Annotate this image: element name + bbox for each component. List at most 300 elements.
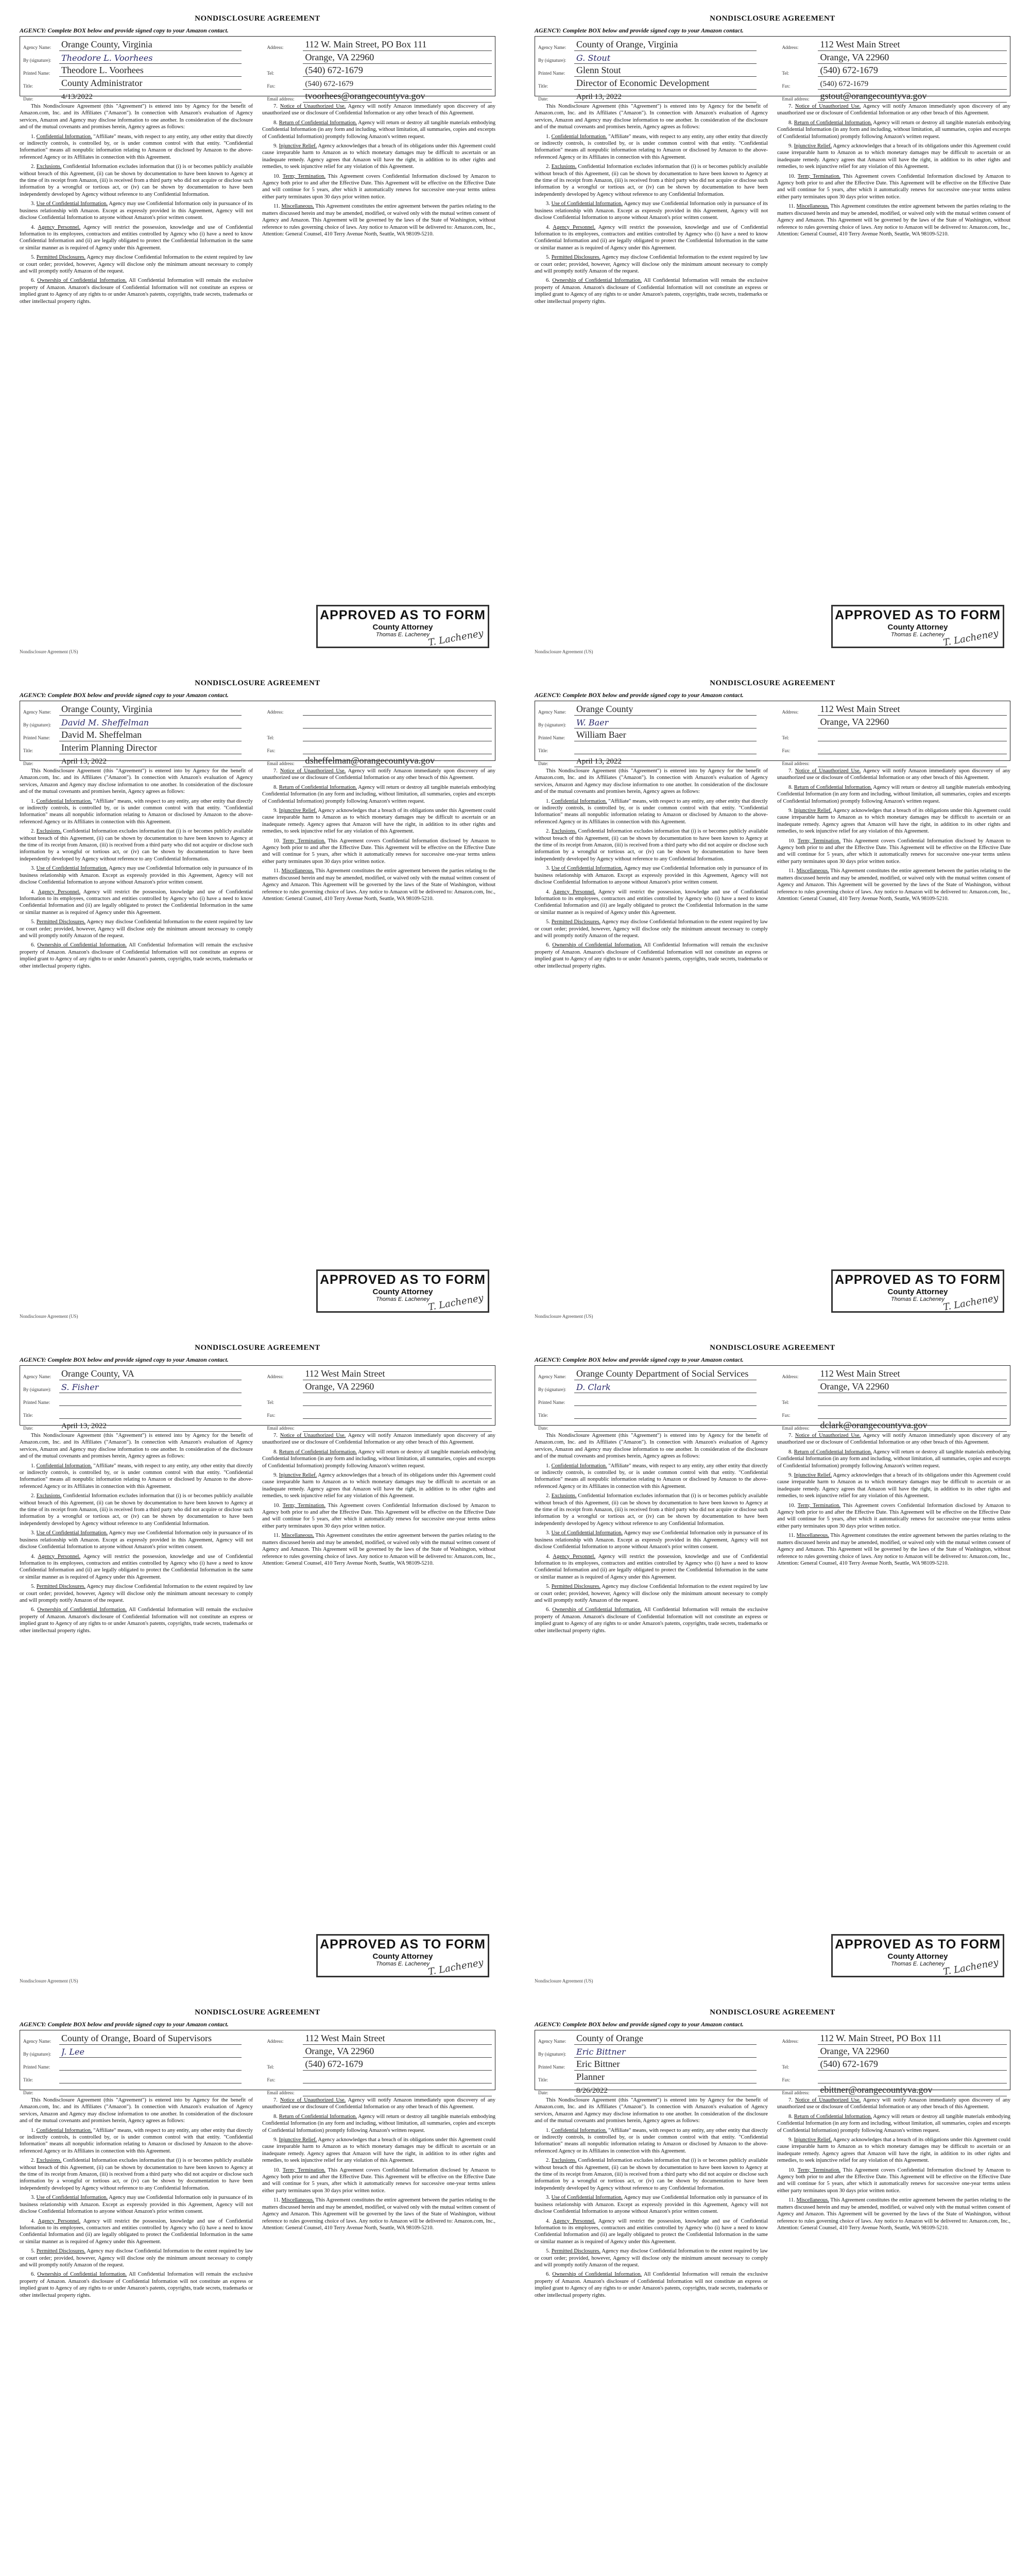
page-footer: Nondisclosure Agreement (US)	[535, 1978, 593, 1984]
agreement-section: 3. Use of Confidential Information. Agency may use Confidential Information only in pursuance of its business relationship with Amazon. Except as expressly provided in this Agreement, Agency will not disclose Confidential Information to anyone without Amazon's prior written consent.	[20, 866, 253, 886]
telephone-row: Tel: (540) 672-1679	[267, 2059, 492, 2071]
page-title: NONDISCLOSURE AGREEMENT	[710, 679, 835, 687]
agreement-intro: This Nondisclosure Agreement (this "Agreement") is entered into by Agency for the benefit of Amazon.com, Inc. and its Affiliates ("Amazon"). In connection with Amazon's evaluation of Agency services, Amazon and Agency may disclose information to one another. In consideration of the disclosure and of the mutual covenants and promises herein, Agency agrees as follows:	[535, 2097, 768, 2124]
agency-info-box	[535, 2030, 1010, 2095]
agency-contact-block	[267, 704, 492, 769]
email-row: Email address: gstout@orangecountyva.gov	[782, 91, 1007, 103]
agreement-section: 9. Injunctive Relief. Agency acknowledges that a breach of its obligations under this Agreement could cause irreparable harm to Amazon as to which monetary damages may be difficult to ascertain or an inadequate remedy. Agency agrees that Amazon will have the right, in addition to its other rights and remedies, to seek injunctive relief for any violation of this Agreement.	[777, 808, 1010, 835]
agreement-section: 1. Confidential Information. "Affiliate" means, with respect to any entity, any other entity that directly or indirectly controls, is controlled by, or is under common control with that entity. "Confidential Information" means all nonpublic information relating to Amazon or disclosed by Amazon to the above-referenced Agency or its Affiliates in connection with this Agreement.	[535, 798, 768, 825]
agreement-section: 6. Ownership of Confidential Information. All Confidential Information will remain the exclusive property of Amazon. Amazon's disclosure of Confidential Information will not constitute an express or implied grant to Agency of any rights to or under Amazon's patents, copyrights, trade secrets, trademarks or other intellectual property rights.	[20, 278, 253, 304]
agency-instruction: AGENCY: Complete BOX below and provide signed copy to your Amazon contact.	[20, 691, 229, 699]
agreement-section: 8. Return of Confidential Information. Agency will return or destroy all tangible materials embodying Confidential Information (in any form and including, without limitation, all summaries, copies and excerpts of Confidential Information) promptly following Amazon's written request.	[777, 784, 1010, 804]
agreement-section: 4. Agency Personnel. Agency will restrict the possession, knowledge and use of Confidential Information to its employees, contractors and entities controlled by Agency who (i) have a need to know Confidential Information and (ii) are legally obligated to protect the Confidential Information in the same or similar manner as is required of Agency under this Agreement.	[20, 1553, 253, 1580]
address-row-2	[267, 1382, 492, 1393]
approved-as-to-form-stamp: APPROVED AS TO FORM County Attorney Thomas E. Lacheney T. Lacheney	[831, 1269, 1004, 1313]
telephone-value: (540) 672-1679	[305, 2059, 363, 2069]
agreement-section: 10. Term; Termination. This Agreement covers Confidential Information disclosed by Amazon to Agency both prior to and after the Effective Date. This Agreement will be effective on the Effective Date and will continue for 5 years, after which it automatically renews for successive one-year terms unless either party terminates upon 30 days prior written notice.	[777, 838, 1010, 865]
email-value: dclark@orangecountyva.gov	[820, 1420, 928, 1430]
address-row-2	[782, 53, 1007, 64]
agency-name-value: Orange County, Virginia	[61, 704, 152, 714]
telephone-row: Tel: (540) 672-1679	[782, 2059, 1007, 2071]
agreement-section: 4. Agency Personnel. Agency will restrict the possession, knowledge and use of Confidential Information to its employees, contractors and entities controlled by Agency who (i) have a need to know Confidential Information and (ii) are legally obligated to protect the Confidential Information in the same or similar manner as is required of Agency under this Agreement.	[535, 889, 768, 916]
page-title: NONDISCLOSURE AGREEMENT	[195, 679, 320, 687]
email-row: Email address:	[267, 2085, 492, 2096]
agreement-column-left	[535, 2097, 768, 2576]
handwritten-signature: Eric Bittner	[576, 2047, 626, 2057]
nda-page-8	[520, 1999, 1025, 2576]
agreement-column-left	[20, 1432, 253, 1947]
date-value: April 13, 2022	[61, 757, 107, 766]
printed-name-value: Eric Bittner	[576, 2059, 620, 2069]
agreement-section: 3. Use of Confidential Information. Agency may use Confidential Information only in pursuance of its business relationship with Amazon. Except as expressly provided in this Agreement, Agency will not disclose Confidential Information to anyone without Amazon's prior written consent.	[535, 1530, 768, 1550]
agreement-section: 8. Return of Confidential Information. Agency will return or destroy all tangible materials embodying Confidential Information (in any form and including, without limitation, all summaries, copies and excerpts of Confidential Information) promptly following Amazon's written request.	[777, 120, 1010, 140]
handwritten-signature: David M. Sheffelman	[61, 718, 149, 727]
agreement-intro: This Nondisclosure Agreement (this "Agreement") is entered into by Agency for the benefit of Amazon.com, Inc. and its Affiliates ("Amazon"). In connection with Amazon's evaluation of Agency services, Amazon and Agency may disclose information to one another. In consideration of the disclosure and of the mutual covenants and promises herein, Agency agrees as follows:	[20, 104, 253, 130]
agreement-section: 6. Ownership of Confidential Information. All Confidential Information will remain the exclusive property of Amazon. Amazon's disclosure of Confidential Information will not constitute an express or implied grant to Agency of any rights to or under Amazon's patents, copyrights, trade secrets, trademarks or other intellectual property rights.	[535, 2272, 768, 2298]
agreement-column-right	[262, 103, 495, 618]
fax-row: Fax:	[782, 1408, 1007, 1419]
page-title: NONDISCLOSURE AGREEMENT	[710, 14, 835, 23]
printed-name-row: Printed Name: Theodore L. Voorhees	[23, 65, 242, 77]
title-row: Title:	[23, 2072, 242, 2083]
agreement-section: 2. Exclusions. Confidential Information excludes information that (i) is or becomes publicly available without breach of this Agreement, (ii) can be shown by documentation to have been known to Agency at the time of its receipt from Amazon, (iii) is received from a third party who did not acquire or disclose such information by a wrongful or tortious act, or (iv) can be shown by documentation to have been independently developed by Agency without reference to any Confidential Information.	[535, 164, 768, 197]
agreement-section: 11. Miscellaneous. This Agreement constitutes the entire agreement between the parties relating to the matters discussed herein and may be amended, modified, or waived only with the mutual written consent of Agency and Amazon. This Agreement will be governed by the laws of the State of Washington, without reference to rules governing choice of laws. Any notice to Amazon will be delivered to: Amazon.com, Inc., Attention: General Counsel, 410 Terry Avenue North, Seattle, WA 98109-5210.	[262, 1533, 495, 1566]
agreement-column-right	[262, 2097, 495, 2576]
agency-name-value: County of Orange	[576, 2033, 643, 2043]
fax-value: (540) 672-1679	[820, 80, 869, 88]
agreement-section: 11. Miscellaneous. This Agreement constitutes the entire agreement between the parties relating to the matters discussed herein and may be amended, modified, or waived only with the mutual written consent of Agency and Amazon. This Agreement will be governed by the laws of the State of Washington, without reference to rules governing choice of laws. Any notice to Amazon will be delivered to: Amazon.com, Inc., Attention: General Counsel, 410 Terry Avenue North, Seattle, WA 98109-5210.	[777, 2197, 1010, 2231]
agency-instruction: AGENCY: Complete BOX below and provide signed copy to your Amazon contact.	[535, 27, 744, 34]
agreement-section: 8. Return of Confidential Information. Agency will return or destroy all tangible materials embodying Confidential Information (in any form and including, without limitation, all summaries, copies and excerpts of Confidential Information) promptly following Amazon's written request.	[262, 2113, 495, 2133]
agreement-section: 5. Permitted Disclosures. Agency may disclose Confidential Information to the extent required by law or court order; provided, however, Agency will disclose only the minimum amount necessary to comply and will promptly notify Amazon of the request.	[535, 255, 768, 274]
telephone-row: Tel:	[267, 1395, 492, 1406]
agreement-section: 2. Exclusions. Confidential Information excludes information that (i) is or becomes publicly available without breach of this Agreement, (ii) can be shown by documentation to have been known to Agency at the time of its receipt from Amazon, (iii) is received from a third party who did not acquire or disclose such information by a wrongful or tortious act, or (iv) can be shown by documentation to have been independently developed by Agency without reference to any Confidential Information.	[535, 828, 768, 862]
county-attorney-signature: T. Lacheney	[427, 1957, 485, 1978]
agreement-intro: This Nondisclosure Agreement (this "Agreement") is entered into by Agency for the benefit of Amazon.com, Inc. and its Affiliates ("Amazon"). In connection with Amazon's evaluation of Agency services, Amazon and Agency may disclose information to one another. In consideration of the disclosure and of the mutual covenants and promises herein, Agency agrees as follows:	[20, 768, 253, 795]
page-footer: Nondisclosure Agreement (US)	[20, 649, 78, 654]
address-row: Address: 112 West Main Street	[267, 1369, 492, 1380]
agreement-column-right	[777, 2097, 1010, 2576]
agreement-section: 9. Injunctive Relief. Agency acknowledges that a breach of its obligations under this Agreement could cause irreparable harm to Amazon as to which monetary damages may be difficult to ascertain or an inadequate remedy. Agency agrees that Amazon will have the right, in addition to its other rights and remedies, to seek injunctive relief for any violation of this Agreement.	[777, 2137, 1010, 2164]
agreement-column-left	[20, 2097, 253, 2576]
address-line-1: 112 West Main Street	[820, 39, 900, 49]
date-row: Date: April 13, 2022	[23, 1420, 242, 1432]
nda-page-3	[5, 670, 510, 1324]
agency-contact-block	[267, 1369, 492, 1433]
agency-name-value: County of Orange, Virginia	[576, 39, 678, 49]
agreement-section: 4. Agency Personnel. Agency will restrict the possession, knowledge and use of Confidential Information to its employees, contractors and entities controlled by Agency who (i) have a need to know Confidential Information and (ii) are legally obligated to protect the Confidential Information in the same or similar manner as is required of Agency under this Agreement.	[535, 2218, 768, 2245]
agency-name-row: Agency Name: Orange County	[538, 704, 757, 716]
address-row: Address:	[267, 704, 492, 716]
signature-row: By (signature): W. Baer	[538, 717, 757, 728]
telephone-row: Tel:	[782, 1395, 1007, 1406]
title-row: Title: County Administrator	[23, 78, 242, 90]
nda-page-2	[520, 5, 1025, 659]
agreement-column-left	[535, 768, 768, 1283]
email-row: Email address: dclark@orangecountyva.gov	[782, 1420, 1007, 1432]
printed-name-row: Printed Name:	[23, 2059, 242, 2071]
fax-row: Fax: (540) 672-1679	[782, 78, 1007, 90]
agreement-intro: This Nondisclosure Agreement (this "Agreement") is entered into by Agency for the benefit of Amazon.com, Inc. and its Affiliates ("Amazon"). In connection with Amazon's evaluation of Agency services, Amazon and Agency may disclose information to one another. In consideration of the disclosure and of the mutual covenants and promises herein, Agency agrees as follows:	[535, 768, 768, 795]
agency-instruction: AGENCY: Complete BOX below and provide signed copy to your Amazon contact.	[535, 691, 744, 699]
agency-name-row: Agency Name: Orange County Department of Social Services	[538, 1369, 757, 1380]
agreement-section: 9. Injunctive Relief. Agency acknowledges that a breach of its obligations under this Agreement could cause irreparable harm to Amazon as to which monetary damages may be difficult to ascertain or an inadequate remedy. Agency agrees that Amazon will have the right, in addition to its other rights and remedies, to seek injunctive relief for any violation of this Agreement.	[777, 143, 1010, 170]
handwritten-signature: D. Clark	[576, 1382, 611, 1392]
agreement-section: 5. Permitted Disclosures. Agency may disclose Confidential Information to the extent required by law or court order; provided, however, Agency will disclose only the minimum amount necessary to comply and will promptly notify Amazon of the request.	[535, 919, 768, 939]
title-value: Interim Planning Director	[61, 742, 157, 753]
approved-as-to-form-stamp: APPROVED AS TO FORM County Attorney Thomas E. Lacheney T. Lacheney	[316, 605, 489, 648]
county-attorney-signature: T. Lacheney	[942, 1957, 1000, 1978]
date-row: Date:	[23, 2085, 242, 2096]
page-title: NONDISCLOSURE AGREEMENT	[195, 2008, 320, 2016]
agreement-section: 3. Use of Confidential Information. Agency may use Confidential Information only in pursuance of its business relationship with Amazon. Except as expressly provided in this Agreement, Agency will not disclose Confidential Information to anyone without Amazon's prior written consent.	[20, 1530, 253, 1550]
county-attorney-signature: T. Lacheney	[427, 628, 485, 649]
date-value: 4/13/2022	[61, 93, 93, 101]
fax-value: (540) 672-1679	[305, 80, 354, 88]
agreement-section: 10. Term; Termination. This Agreement covers Confidential Information disclosed by Amazon to Agency both prior to and after the Effective Date. This Agreement will be effective on the Effective Date and will continue for 5 years, after which it automatically renews for successive one-year terms unless either party terminates upon 30 days prior written notice.	[262, 2167, 495, 2194]
agency-name-row: Agency Name: Orange County, VA	[23, 1369, 242, 1380]
agency-name-value: Orange County Department of Social Services	[576, 1368, 749, 1379]
fax-row: Fax:	[782, 743, 1007, 754]
signature-row: By (signature): D. Clark	[538, 1382, 757, 1393]
title-row: Title:	[538, 743, 757, 754]
fax-row: Fax:	[782, 2072, 1007, 2083]
agreement-section: 9. Injunctive Relief. Agency acknowledges that a breach of its obligations under this Agreement could cause irreparable harm to Amazon as to which monetary damages may be difficult to ascertain or an inadequate remedy. Agency agrees that Amazon will have the right, in addition to its other rights and remedies, to seek injunctive relief for any violation of this Agreement.	[777, 1472, 1010, 1499]
agency-signature-block	[538, 704, 757, 769]
address-row-2	[782, 717, 1007, 728]
agreement-body	[535, 103, 1010, 618]
approved-as-to-form-stamp: APPROVED AS TO FORM County Attorney Thomas E. Lacheney T. Lacheney	[831, 605, 1004, 648]
agreement-intro: This Nondisclosure Agreement (this "Agreement") is entered into by Agency for the benefit of Amazon.com, Inc. and its Affiliates ("Amazon"). In connection with Amazon's evaluation of Agency services, Amazon and Agency may disclose information to one another. In consideration of the disclosure and of the mutual covenants and promises herein, Agency agrees as follows:	[535, 104, 768, 130]
email-row: Email address: dsheffelman@orangecountyva.gov	[267, 756, 492, 767]
page-footer: Nondisclosure Agreement (US)	[535, 649, 593, 654]
printed-name-value: Theodore L. Voorhees	[61, 65, 144, 75]
agreement-column-left	[20, 768, 253, 1283]
agreement-section: 1. Confidential Information. "Affiliate" means, with respect to any entity, any other entity that directly or indirectly controls, is controlled by, or is under common control with that entity. "Confidential Information" means all nonpublic information relating to Amazon or disclosed by Amazon to the above-referenced Agency or its Affiliates in connection with this Agreement.	[20, 1463, 253, 1489]
address-line-2: Orange, VA 22960	[820, 2046, 889, 2056]
agency-name-value: Orange County, VA	[61, 1368, 134, 1379]
title-value: County Administrator	[61, 78, 143, 88]
county-attorney-signature: T. Lacheney	[427, 1292, 485, 1313]
telephone-row: Tel:	[267, 730, 492, 741]
fax-row: Fax:	[267, 2072, 492, 2083]
printed-name-value: David M. Sheffelman	[61, 730, 142, 740]
agency-instruction: AGENCY: Complete BOX below and provide signed copy to your Amazon contact.	[535, 1356, 744, 1363]
agreement-column-left	[535, 1432, 768, 1947]
agreement-section: 1. Confidential Information. "Affiliate" means, with respect to any entity, any other entity that directly or indirectly controls, is controlled by, or is under common control with that entity. "Confidential Information" means all nonpublic information relating to Amazon or disclosed by Amazon to the above-referenced Agency or its Affiliates in connection with this Agreement.	[20, 133, 253, 160]
agreement-section: 2. Exclusions. Confidential Information excludes information that (i) is or becomes publicly available without breach of this Agreement, (ii) can be shown by documentation to have been known to Agency at the time of its receipt from Amazon, (iii) is received from a third party who did not acquire or disclose such information by a wrongful or tortious act, or (iv) can be shown by documentation to have been independently developed by Agency without reference to any Confidential Information.	[20, 828, 253, 862]
telephone-value: (540) 672-1679	[820, 2059, 878, 2069]
agreement-section: 1. Confidential Information. "Affiliate" means, with respect to any entity, any other entity that directly or indirectly controls, is controlled by, or is under common control with that entity. "Confidential Information" means all nonpublic information relating to Amazon or disclosed by Amazon to the above-referenced Agency or its Affiliates in connection with this Agreement.	[20, 798, 253, 825]
agreement-section: 5. Permitted Disclosures. Agency may disclose Confidential Information to the extent required by law or court order; provided, however, Agency will disclose only the minimum amount necessary to comply and will promptly notify Amazon of the request.	[20, 255, 253, 274]
date-row: Date: 8/26/2022	[538, 2085, 757, 2096]
agreement-section: 10. Term; Termination. This Agreement covers Confidential Information disclosed by Amazon to Agency both prior to and after the Effective Date. This Agreement will be effective on the Effective Date and will continue for 5 years, after which it automatically renews for successive one-year terms unless either party terminates upon 30 days prior written notice.	[777, 173, 1010, 200]
agreement-section: 1. Confidential Information. "Affiliate" means, with respect to any entity, any other entity that directly or indirectly controls, is controlled by, or is under common control with that entity. "Confidential Information" means all nonpublic information relating to Amazon or disclosed by Amazon to the above-referenced Agency or its Affiliates in connection with this Agreement.	[535, 133, 768, 160]
agreement-section: 10. Term; Termination. This Agreement covers Confidential Information disclosed by Amazon to Agency both prior to and after the Effective Date. This Agreement will be effective on the Effective Date and will continue for 5 years, after which it automatically renews for successive one-year terms unless either party terminates upon 30 days prior written notice.	[777, 1502, 1010, 1529]
agency-signature-block	[23, 1369, 242, 1433]
signature-row: By (signature): Theodore L. Voorhees	[23, 53, 242, 64]
agreement-section: 6. Ownership of Confidential Information. All Confidential Information will remain the exclusive property of Amazon. Amazon's disclosure of Confidential Information will not constitute an express or implied grant to Agency of any rights to or under Amazon's patents, copyrights, trade secrets, trademarks or other intellectual property rights.	[535, 942, 768, 969]
agreement-section: 10. Term; Termination. This Agreement covers Confidential Information disclosed by Amazon to Agency both prior to and after the Effective Date. This Agreement will be effective on the Effective Date and will continue for 5 years, after which it automatically renews for successive one-year terms unless either party terminates upon 30 days prior written notice.	[262, 1502, 495, 1529]
agency-info-box	[20, 701, 495, 766]
agreement-body	[20, 768, 495, 1283]
address-row: Address: 112 W. Main Street, PO Box 111	[267, 40, 492, 51]
approved-as-to-form-stamp: APPROVED AS TO FORM County Attorney Thomas E. Lacheney T. Lacheney	[316, 1934, 489, 1977]
fax-row: Fax:	[267, 743, 492, 754]
agreement-section: 5. Permitted Disclosures. Agency may disclose Confidential Information to the extent required by law or court order; provided, however, Agency will disclose only the minimum amount necessary to comply and will promptly notify Amazon of the request.	[20, 919, 253, 939]
agreement-section: 11. Miscellaneous. This Agreement constitutes the entire agreement between the parties relating to the matters discussed herein and may be amended, modified, or waived only with the mutual written consent of Agency and Amazon. This Agreement will be governed by the laws of the State of Washington, without reference to rules governing choice of laws. Any notice to Amazon will be delivered to: Amazon.com, Inc., Attention: General Counsel, 410 Terry Avenue North, Seattle, WA 98109-5210.	[777, 1533, 1010, 1566]
date-value: April 13, 2022	[576, 757, 622, 766]
telephone-value: (540) 672-1679	[820, 65, 878, 75]
agreement-section: 3. Use of Confidential Information. Agency may use Confidential Information only in pursuance of its business relationship with Amazon. Except as expressly provided in this Agreement, Agency will not disclose Confidential Information to anyone without Amazon's prior written consent.	[20, 2195, 253, 2215]
date-value: April 13, 2022	[576, 93, 622, 101]
page-title: NONDISCLOSURE AGREEMENT	[195, 14, 320, 23]
agreement-section: 8. Return of Confidential Information. Agency will return or destroy all tangible materials embodying Confidential Information (in any form and including, without limitation, all summaries, copies and excerpts of Confidential Information) promptly following Amazon's written request.	[262, 1449, 495, 1469]
nda-page-6	[520, 1334, 1025, 1989]
agency-signature-block	[538, 40, 757, 104]
email-value: gstout@orangecountyva.gov	[820, 91, 927, 101]
agency-name-row: Agency Name: Orange County, Virginia	[23, 704, 242, 716]
address-row: Address: 112 West Main Street	[267, 2033, 492, 2045]
agreement-section: 11. Miscellaneous. This Agreement constitutes the entire agreement between the parties relating to the matters discussed herein and may be amended, modified, or waived only with the mutual written consent of Agency and Amazon. This Agreement will be governed by the laws of the State of Washington, without reference to rules governing choice of laws. Any notice to Amazon will be delivered to: Amazon.com, Inc., Attention: General Counsel, 410 Terry Avenue North, Seattle, WA 98109-5210.	[262, 868, 495, 902]
email-row: Email address:	[782, 756, 1007, 767]
agreement-column-left	[20, 103, 253, 618]
agreement-section: 11. Miscellaneous. This Agreement constitutes the entire agreement between the parties relating to the matters discussed herein and may be amended, modified, or waived only with the mutual written consent of Agency and Amazon. This Agreement will be governed by the laws of the State of Washington, without reference to rules governing choice of laws. Any notice to Amazon will be delivered to: Amazon.com, Inc., Attention: General Counsel, 410 Terry Avenue North, Seattle, WA 98109-5210.	[262, 204, 495, 237]
agreement-section: 9. Injunctive Relief. Agency acknowledges that a breach of its obligations under this Agreement could cause irreparable harm to Amazon as to which monetary damages may be difficult to ascertain or an inadequate remedy. Agency agrees that Amazon will have the right, in addition to its other rights and remedies, to seek injunctive relief for any violation of this Agreement.	[262, 2137, 495, 2164]
agreement-section: 7. Notice of Unauthorized Use. Agency will notify Amazon immediately upon discovery of any unauthorized use or disclosure of Confidential Information or any other breach of this Agreement.	[262, 2097, 495, 2110]
agreement-column-left	[535, 103, 768, 618]
agreement-body	[20, 1432, 495, 1947]
handwritten-signature: W. Baer	[576, 718, 609, 727]
agreement-section: 7. Notice of Unauthorized Use. Agency will notify Amazon immediately upon discovery of any unauthorized use or disclosure of Confidential Information or any other breach of this Agreement.	[262, 104, 495, 116]
agreement-section: 1. Confidential Information. "Affiliate" means, with respect to any entity, any other entity that directly or indirectly controls, is controlled by, or is under common control with that entity. "Confidential Information" means all nonpublic information relating to Amazon or disclosed by Amazon to the above-referenced Agency or its Affiliates in connection with this Agreement.	[535, 2127, 768, 2154]
agreement-section: 3. Use of Confidential Information. Agency may use Confidential Information only in pursuance of its business relationship with Amazon. Except as expressly provided in this Agreement, Agency will not disclose Confidential Information to anyone without Amazon's prior written consent.	[535, 201, 768, 221]
agreement-section: 3. Use of Confidential Information. Agency may use Confidential Information only in pursuance of its business relationship with Amazon. Except as expressly provided in this Agreement, Agency will not disclose Confidential Information to anyone without Amazon's prior written consent.	[535, 2195, 768, 2215]
page-title: NONDISCLOSURE AGREEMENT	[710, 2008, 835, 2016]
agreement-section: 7. Notice of Unauthorized Use. Agency will notify Amazon immediately upon discovery of any unauthorized use or disclosure of Confidential Information or any other breach of this Agreement.	[262, 768, 495, 781]
page-title: NONDISCLOSURE AGREEMENT	[195, 1344, 320, 1352]
agreement-section: 8. Return of Confidential Information. Agency will return or destroy all tangible materials embodying Confidential Information (in any form and including, without limitation, all summaries, copies and excerpts of Confidential Information) promptly following Amazon's written request.	[777, 1449, 1010, 1469]
agreement-column-right	[777, 768, 1010, 1283]
address-row-2	[267, 53, 492, 64]
agency-info-box	[535, 1365, 1010, 1431]
printed-name-value: Glenn Stout	[576, 65, 621, 75]
telephone-value: (540) 672-1679	[305, 65, 363, 75]
agreement-section: 2. Exclusions. Confidential Information excludes information that (i) is or becomes publicly available without breach of this Agreement, (ii) can be shown by documentation to have been known to Agency at the time of its receipt from Amazon, (iii) is received from a third party who did not acquire or disclose such information by a wrongful or tortious act, or (iv) can be shown by documentation to have been independently developed by Agency without reference to any Confidential Information.	[20, 1493, 253, 1527]
agency-signature-block	[23, 2033, 242, 2098]
email-value: dsheffelman@orangecountyva.gov	[305, 755, 435, 766]
page-footer: Nondisclosure Agreement (US)	[535, 1314, 593, 1319]
agreement-section: 6. Ownership of Confidential Information. All Confidential Information will remain the exclusive property of Amazon. Amazon's disclosure of Confidential Information will not constitute an express or implied grant to Agency of any rights to or under Amazon's patents, copyrights, trade secrets, trademarks or other intellectual property rights.	[20, 942, 253, 969]
agreement-intro: This Nondisclosure Agreement (this "Agreement") is entered into by Agency for the benefit of Amazon.com, Inc. and its Affiliates ("Amazon"). In connection with Amazon's evaluation of Agency services, Amazon and Agency may disclose information to one another. In consideration of the disclosure and of the mutual covenants and promises herein, Agency agrees as follows:	[535, 1433, 768, 1460]
address-line-2: Orange, VA 22960	[305, 1381, 374, 1392]
printed-name-row: Printed Name: Eric Bittner	[538, 2059, 757, 2071]
agreement-section: 10. Term; Termination. This Agreement covers Confidential Information disclosed by Amazon to Agency both prior to and after the Effective Date. This Agreement will be effective on the Effective Date and will continue for 5 years, after which it automatically renews for successive one-year terms unless either party terminates upon 30 days prior written notice.	[777, 2167, 1010, 2194]
agreement-section: 7. Notice of Unauthorized Use. Agency will notify Amazon immediately upon discovery of any unauthorized use or disclosure of Confidential Information or any other breach of this Agreement.	[777, 104, 1010, 116]
agency-signature-block	[538, 2033, 757, 2098]
printed-name-row: Printed Name: Glenn Stout	[538, 65, 757, 77]
agreement-column-right	[262, 768, 495, 1283]
agreement-section: 7. Notice of Unauthorized Use. Agency will notify Amazon immediately upon discovery of any unauthorized use or disclosure of Confidential Information or any other breach of this Agreement.	[777, 2097, 1010, 2110]
agreement-section: 4. Agency Personnel. Agency will restrict the possession, knowledge and use of Confidential Information to its employees, contractors and entities controlled by Agency who (i) have a need to know Confidential Information and (ii) are legally obligated to protect the Confidential Information in the same or similar manner as is required of Agency under this Agreement.	[535, 1553, 768, 1580]
agency-name-value: Orange County, Virginia	[61, 39, 152, 49]
address-row-2	[782, 1382, 1007, 1393]
agency-instruction: AGENCY: Complete BOX below and provide signed copy to your Amazon contact.	[20, 27, 229, 34]
agreement-section: 4. Agency Personnel. Agency will restrict the possession, knowledge and use of Confidential Information to its employees, contractors and entities controlled by Agency who (i) have a need to know Confidential Information and (ii) are legally obligated to protect the Confidential Information in the same or similar manner as is required of Agency under this Agreement.	[20, 889, 253, 916]
agency-instruction: AGENCY: Complete BOX below and provide signed copy to your Amazon contact.	[20, 2021, 229, 2028]
email-row: Email address: ebittner@orangecountyva.gov	[782, 2085, 1007, 2096]
agreement-body	[535, 768, 1010, 1283]
printed-name-row: Printed Name: William Baer	[538, 730, 757, 741]
agreement-section: 6. Ownership of Confidential Information. All Confidential Information will remain the exclusive property of Amazon. Amazon's disclosure of Confidential Information will not constitute an express or implied grant to Agency of any rights to or under Amazon's patents, copyrights, trade secrets, trademarks or other intellectual property rights.	[535, 1607, 768, 1634]
address-row: Address: 112 West Main Street	[782, 1369, 1007, 1380]
agreement-section: 5. Permitted Disclosures. Agency may disclose Confidential Information to the extent required by law or court order; provided, however, Agency will disclose only the minimum amount necessary to comply and will promptly notify Amazon of the request.	[535, 1584, 768, 1603]
address-row: Address: 112 West Main Street	[782, 704, 1007, 716]
agency-instruction: AGENCY: Complete BOX below and provide signed copy to your Amazon contact.	[20, 1356, 229, 1363]
date-row: Date: April 13, 2022	[538, 756, 757, 767]
agency-name-value: Orange County	[576, 704, 633, 714]
signature-row: By (signature): G. Stout	[538, 53, 757, 64]
agreement-section: 9. Injunctive Relief. Agency acknowledges that a breach of its obligations under this Agreement could cause irreparable harm to Amazon as to which monetary damages may be difficult to ascertain or an inadequate remedy. Agency agrees that Amazon will have the right, in addition to its other rights and remedies, to seek injunctive relief for any violation of this Agreement.	[262, 808, 495, 835]
printed-name-row: Printed Name:	[538, 1395, 757, 1406]
agreement-section: 11. Miscellaneous. This Agreement constitutes the entire agreement between the parties relating to the matters discussed herein and may be amended, modified, or waived only with the mutual written consent of Agency and Amazon. This Agreement will be governed by the laws of the State of Washington, without reference to rules governing choice of laws. Any notice to Amazon will be delivered to: Amazon.com, Inc., Attention: General Counsel, 410 Terry Avenue North, Seattle, WA 98109-5210.	[777, 204, 1010, 237]
address-line-2: Orange, VA 22960	[820, 717, 889, 727]
handwritten-signature: G. Stout	[576, 53, 611, 63]
handwritten-signature: S. Fisher	[61, 1382, 99, 1392]
address-line-2: Orange, VA 22960	[820, 1381, 889, 1392]
fax-row: Fax: (540) 672-1679	[267, 78, 492, 90]
address-line-1: 112 W. Main Street, PO Box 111	[305, 39, 427, 49]
agreement-body	[535, 2097, 1010, 2576]
signature-row: By (signature): S. Fisher	[23, 1382, 242, 1393]
email-value: tvoorhees@orangecountyva.gov	[305, 91, 425, 101]
title-row: Title: Interim Planning Director	[23, 743, 242, 754]
address-line-1: 112 West Main Street	[305, 1368, 385, 1379]
title-row: Title: Planner	[538, 2072, 757, 2083]
agreement-column-right	[262, 1432, 495, 1947]
title-row: Title:	[538, 1408, 757, 1419]
agreement-section: 7. Notice of Unauthorized Use. Agency will notify Amazon immediately upon discovery of any unauthorized use or disclosure of Confidential Information or any other breach of this Agreement.	[262, 1433, 495, 1446]
agency-contact-block	[267, 2033, 492, 2098]
date-row: Date: April 13, 2022	[23, 756, 242, 767]
agreement-section: 5. Permitted Disclosures. Agency may disclose Confidential Information to the extent required by law or court order; provided, however, Agency will disclose only the minimum amount necessary to comply and will promptly notify Amazon of the request.	[20, 2248, 253, 2268]
agreement-intro: This Nondisclosure Agreement (this "Agreement") is entered into by Agency for the benefit of Amazon.com, Inc. and its Affiliates ("Amazon"). In connection with Amazon's evaluation of Agency services, Amazon and Agency may disclose information to one another. In consideration of the disclosure and of the mutual covenants and promises herein, Agency agrees as follows:	[20, 2097, 253, 2124]
county-attorney-signature: T. Lacheney	[942, 628, 1000, 649]
agreement-section: 9. Injunctive Relief. Agency acknowledges that a breach of its obligations under this Agreement could cause irreparable harm to Amazon as to which monetary damages may be difficult to ascertain or an inadequate remedy. Agency agrees that Amazon will have the right, in addition to its other rights and remedies, to seek injunctive relief for any violation of this Agreement.	[262, 1472, 495, 1499]
agreement-column-right	[777, 1432, 1010, 1947]
page-footer: Nondisclosure Agreement (US)	[20, 1314, 78, 1319]
title-value: Director of Economic Development	[576, 78, 710, 88]
signature-row: By (signature): David M. Sheffelman	[23, 717, 242, 728]
agreement-section: 2. Exclusions. Confidential Information excludes information that (i) is or becomes publicly available without breach of this Agreement, (ii) can be shown by documentation to have been known to Agency at the time of its receipt from Amazon, (iii) is received from a third party who did not acquire or disclose such information by a wrongful or tortious act, or (iv) can be shown by documentation to have been independently developed by Agency without reference to any Confidential Information.	[535, 2158, 768, 2191]
address-line-2: Orange, VA 22960	[305, 52, 374, 62]
address-line-1: 112 West Main Street	[820, 1368, 900, 1379]
address-row-2	[782, 2046, 1007, 2058]
address-row-2	[267, 2046, 492, 2058]
agency-info-box	[535, 36, 1010, 101]
agreement-section: 6. Ownership of Confidential Information. All Confidential Information will remain the exclusive property of Amazon. Amazon's disclosure of Confidential Information will not constitute an express or implied grant to Agency of any rights to or under Amazon's patents, copyrights, trade secrets, trademarks or other intellectual property rights.	[20, 2272, 253, 2298]
approved-as-to-form-stamp: APPROVED AS TO FORM County Attorney Thomas E. Lacheney T. Lacheney	[831, 1934, 1004, 1977]
county-attorney-signature: T. Lacheney	[942, 1292, 1000, 1313]
agency-instruction: AGENCY: Complete BOX below and provide signed copy to your Amazon contact.	[535, 2021, 744, 2028]
page-title: NONDISCLOSURE AGREEMENT	[710, 1344, 835, 1352]
agency-signature-block	[538, 1369, 757, 1433]
agreement-section: 6. Ownership of Confidential Information. All Confidential Information will remain the exclusive property of Amazon. Amazon's disclosure of Confidential Information will not constitute an express or implied grant to Agency of any rights to or under Amazon's patents, copyrights, trade secrets, trademarks or other intellectual property rights.	[20, 1607, 253, 1634]
agency-contact-block	[782, 1369, 1007, 1433]
fax-row: Fax:	[267, 1408, 492, 1419]
address-line-2: Orange, VA 22960	[305, 2046, 374, 2056]
telephone-row: Tel: (540) 672-1679	[782, 65, 1007, 77]
agency-name-row: Agency Name: County of Orange, Board of Supervisors	[23, 2033, 242, 2045]
agreement-section: 3. Use of Confidential Information. Agency may use Confidential Information only in pursuance of its business relationship with Amazon. Except as expressly provided in this Agreement, Agency will not disclose Confidential Information to anyone without Amazon's prior written consent.	[535, 866, 768, 886]
handwritten-signature: J. Lee	[61, 2047, 84, 2057]
agency-info-box	[20, 1365, 495, 1431]
agreement-intro: This Nondisclosure Agreement (this "Agreement") is entered into by Agency for the benefit of Amazon.com, Inc. and its Affiliates ("Amazon"). In connection with Amazon's evaluation of Agency services, Amazon and Agency may disclose information to one another. In consideration of the disclosure and of the mutual covenants and promises herein, Agency agrees as follows:	[20, 1433, 253, 1460]
title-row: Title:	[23, 1408, 242, 1419]
date-value: April 13, 2022	[61, 1422, 107, 1430]
agreement-section: 3. Use of Confidential Information. Agency may use Confidential Information only in pursuance of its business relationship with Amazon. Except as expressly provided in this Agreement, Agency will not disclose Confidential Information to anyone without Amazon's prior written consent.	[20, 201, 253, 221]
agency-info-box	[20, 36, 495, 101]
agreement-section: 11. Miscellaneous. This Agreement constitutes the entire agreement between the parties relating to the matters discussed herein and may be amended, modified, or waived only with the mutual written consent of Agency and Amazon. This Agreement will be governed by the laws of the State of Washington, without reference to rules governing choice of laws. Any notice to Amazon will be delivered to: Amazon.com, Inc., Attention: General Counsel, 410 Terry Avenue North, Seattle, WA 98109-5210.	[262, 2197, 495, 2231]
nda-page-7	[5, 1999, 510, 2576]
agreement-body	[535, 1432, 1010, 1947]
agreement-section: 7. Notice of Unauthorized Use. Agency will notify Amazon immediately upon discovery of any unauthorized use or disclosure of Confidential Information or any other breach of this Agreement.	[777, 1433, 1010, 1446]
agreement-section: 8. Return of Confidential Information. Agency will return or destroy all tangible materials embodying Confidential Information (in any form and including, without limitation, all summaries, copies and excerpts of Confidential Information) promptly following Amazon's written request.	[262, 784, 495, 804]
agreement-section: 2. Exclusions. Confidential Information excludes information that (i) is or becomes publicly available without breach of this Agreement, (ii) can be shown by documentation to have been known to Agency at the time of its receipt from Amazon, (iii) is received from a third party who did not acquire or disclose such information by a wrongful or tortious act, or (iv) can be shown by documentation to have been independently developed by Agency without reference to any Confidential Information.	[535, 1493, 768, 1527]
agreement-section: 2. Exclusions. Confidential Information excludes information that (i) is or becomes publicly available without breach of this Agreement, (ii) can be shown by documentation to have been known to Agency at the time of its receipt from Amazon, (iii) is received from a third party who did not acquire or disclose such information by a wrongful or tortious act, or (iv) can be shown by documentation to have been independently developed by Agency without reference to any Confidential Information.	[20, 164, 253, 197]
agreement-section: 4. Agency Personnel. Agency will restrict the possession, knowledge and use of Confidential Information to its employees, contractors and entities controlled by Agency who (i) have a need to know Confidential Information and (ii) are legally obligated to protect the Confidential Information in the same or similar manner as is required of Agency under this Agreement.	[535, 224, 768, 251]
agreement-section: 4. Agency Personnel. Agency will restrict the possession, knowledge and use of Confidential Information to its employees, contractors and entities controlled by Agency who (i) have a need to know Confidential Information and (ii) are legally obligated to protect the Confidential Information in the same or similar manner as is required of Agency under this Agreement.	[20, 224, 253, 251]
agreement-section: 6. Ownership of Confidential Information. All Confidential Information will remain the exclusive property of Amazon. Amazon's disclosure of Confidential Information will not constitute an express or implied grant to Agency of any rights to or under Amazon's patents, copyrights, trade secrets, trademarks or other intellectual property rights.	[535, 278, 768, 304]
page-footer: Nondisclosure Agreement (US)	[20, 1978, 78, 1984]
agency-signature-block	[23, 704, 242, 769]
agreement-section: 1. Confidential Information. "Affiliate" means, with respect to any entity, any other entity that directly or indirectly controls, is controlled by, or is under common control with that entity. "Confidential Information" means all nonpublic information relating to Amazon or disclosed by Amazon to the above-referenced Agency or its Affiliates in connection with this Agreement.	[535, 1463, 768, 1489]
date-row: Date:	[538, 1420, 757, 1432]
agency-signature-block	[23, 40, 242, 104]
handwritten-signature: Theodore L. Voorhees	[61, 53, 153, 63]
nda-page-1	[5, 5, 510, 659]
date-value: 8/26/2022	[576, 2087, 608, 2095]
agency-name-row: Agency Name: County of Orange	[538, 2033, 757, 2045]
agreement-section: 5. Permitted Disclosures. Agency may disclose Confidential Information to the extent required by law or court order; provided, however, Agency will disclose only the minimum amount necessary to comply and will promptly notify Amazon of the request.	[20, 1584, 253, 1603]
agreement-body	[20, 2097, 495, 2576]
agency-name-row: Agency Name: County of Orange, Virginia	[538, 40, 757, 51]
agreement-section: 11. Miscellaneous. This Agreement constitutes the entire agreement between the parties relating to the matters discussed herein and may be amended, modified, or waived only with the mutual written consent of Agency and Amazon. This Agreement will be governed by the laws of the State of Washington, without reference to rules governing choice of laws. Any notice to Amazon will be delivered to: Amazon.com, Inc., Attention: General Counsel, 410 Terry Avenue North, Seattle, WA 98109-5210.	[777, 868, 1010, 902]
address-row-2	[267, 717, 492, 728]
agency-contact-block	[782, 40, 1007, 104]
printed-name-row: Printed Name:	[23, 1395, 242, 1406]
agency-contact-block	[782, 704, 1007, 769]
printed-name-value: William Baer	[576, 730, 626, 740]
agency-info-box	[20, 2030, 495, 2095]
approved-as-to-form-stamp: APPROVED AS TO FORM County Attorney Thomas E. Lacheney T. Lacheney	[316, 1269, 489, 1313]
agreement-section: 8. Return of Confidential Information. Agency will return or destroy all tangible materials embodying Confidential Information (in any form and including, without limitation, all summaries, copies and excerpts of Confidential Information) promptly following Amazon's written request.	[777, 2113, 1010, 2133]
agreement-section: 2. Exclusions. Confidential Information excludes information that (i) is or becomes publicly available without breach of this Agreement, (ii) can be shown by documentation to have been known to Agency at the time of its receipt from Amazon, (iii) is received from a third party who did not acquire or disclose such information by a wrongful or tortious act, or (iv) can be shown by documentation to have been independently developed by Agency without reference to any Confidential Information.	[20, 2158, 253, 2191]
date-row: Date: 4/13/2022	[23, 91, 242, 103]
signature-row: By (signature): Eric Bittner	[538, 2046, 757, 2058]
address-line-1: 112 W. Main Street, PO Box 111	[820, 2033, 942, 2043]
agreement-section: 10. Term; Termination. This Agreement covers Confidential Information disclosed by Amazon to Agency both prior to and after the Effective Date. This Agreement will be effective on the Effective Date and will continue for 5 years, after which it automatically renews for successive one-year terms unless either party terminates upon 30 days prior written notice.	[262, 838, 495, 865]
email-row: Email address: tvoorhees@orangecountyva.gov	[267, 91, 492, 103]
agreement-section: 9. Injunctive Relief. Agency acknowledges that a breach of its obligations under this Agreement could cause irreparable harm to Amazon as to which monetary damages may be difficult to ascertain or an inadequate remedy. Agency agrees that Amazon will have the right, in addition to its other rights and remedies, to seek injunctive relief for any violation of this Agreement.	[262, 143, 495, 170]
agreement-body	[20, 103, 495, 618]
telephone-row: Tel:	[782, 730, 1007, 741]
title-row: Title: Director of Economic Development	[538, 78, 757, 90]
address-line-1: 112 West Main Street	[305, 2033, 385, 2043]
agreement-section: 4. Agency Personnel. Agency will restrict the possession, knowledge and use of Confidential Information to its employees, contractors and entities controlled by Agency who (i) have a need to know Confidential Information and (ii) are legally obligated to protect the Confidential Information in the same or similar manner as is required of Agency under this Agreement.	[20, 2218, 253, 2245]
telephone-row: Tel: (540) 672-1679	[267, 65, 492, 77]
signature-row: By (signature): J. Lee	[23, 2046, 242, 2058]
